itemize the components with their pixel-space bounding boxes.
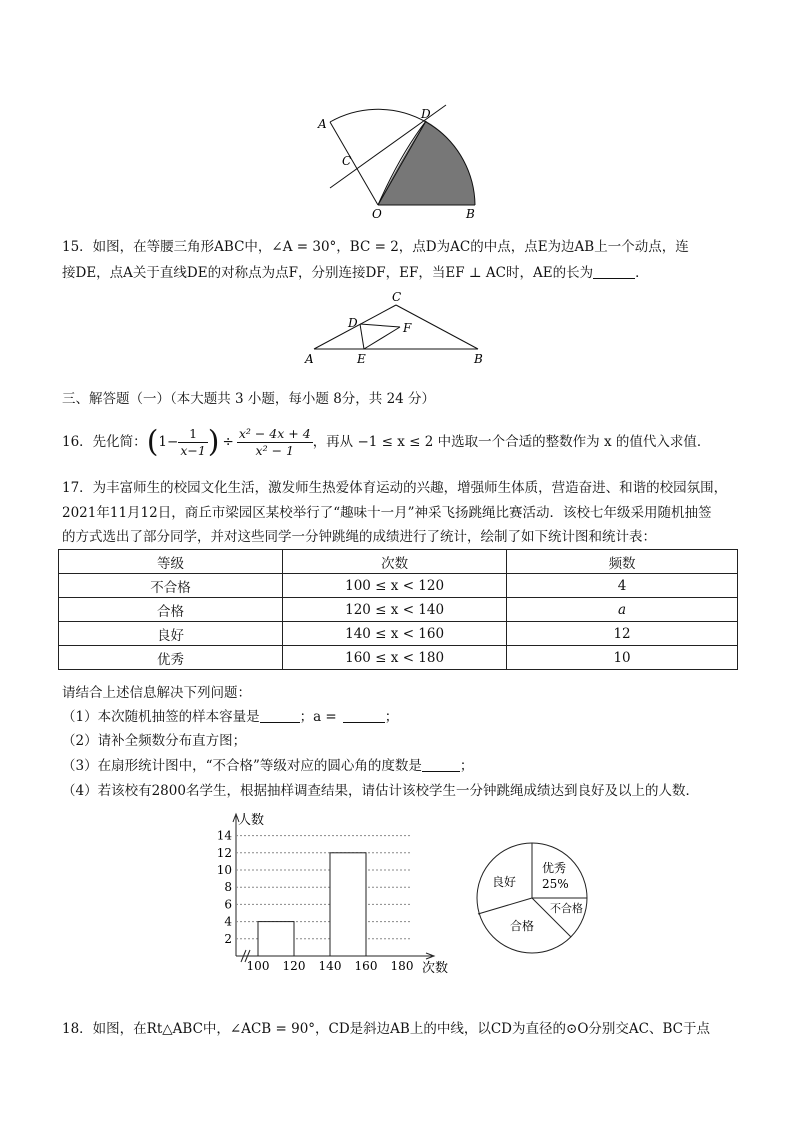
pie-label-pass: 合格 [510, 919, 535, 933]
sub3-end: ； [459, 758, 474, 774]
sample-size-blank[interactable] [260, 708, 300, 723]
sub1-text: （1）本次随机抽签的样本容量是 [62, 709, 260, 725]
fraction-1-denominator: x−1 [180, 443, 206, 458]
q17-line2: 2021年11月12日，商丘市梁园区某校举行了“趣味十一月”神采飞扬跳绳比赛活动．该校七年级采用随机抽签 [62, 505, 712, 521]
label-D: D [348, 316, 358, 330]
label-F: F [403, 321, 412, 335]
x-tick-label: 140 [318, 959, 342, 973]
table-cell: 160 ≤ x < 180 [283, 646, 507, 670]
q16-one-minus: 1− [158, 434, 179, 450]
table-cell: 10 [507, 646, 738, 670]
sub1-a-equals: ；a = [299, 709, 337, 725]
divide-sign: ÷ [222, 434, 234, 450]
figure-triangle [300, 290, 500, 370]
q17-line1: 17．为丰富师生的校园文化生活，激发师生热爱体育运动的兴趣，增强师生体质，营造奋进、和谐的校园氛围， [62, 480, 728, 496]
label-B: B [466, 207, 475, 221]
y-tick-label: 2 [224, 931, 232, 946]
pie-value-excellent: 25% [542, 877, 569, 891]
table-header: 等级 [59, 550, 283, 574]
y-tick-label: 14 [216, 828, 232, 843]
pie-label-fail: 不合格 [550, 902, 583, 915]
x-tick-label: 120 [282, 959, 306, 973]
y-axis-label: 人数 [238, 813, 265, 828]
table-cell: 不合格 [59, 574, 283, 598]
label-O: O [372, 207, 382, 221]
radius-OA [330, 122, 378, 205]
pie-label-excellent: 优秀 [542, 861, 567, 875]
q16-prefix: 16．先化简： [62, 434, 147, 450]
q17-intro: 请结合上述信息解决下列问题： [62, 685, 251, 701]
segment-EF [364, 327, 400, 349]
x-tick-label: 180 [390, 959, 414, 973]
label-D: D [421, 107, 431, 121]
table-header: 频数 [507, 550, 738, 574]
paren-close: ) [207, 424, 220, 460]
figure-sector [300, 100, 490, 222]
table-cell: 4 [507, 574, 738, 598]
histogram-chart [200, 808, 460, 980]
x-tick-label: 160 [354, 959, 378, 973]
y-tick-label: 6 [224, 897, 232, 912]
pie-chart [472, 838, 592, 958]
fraction-1 [178, 426, 207, 459]
q16-suffix: ，再从 −1 ≤ x ≤ 2 中选取一个合适的整数作为 x 的值代入求值． [312, 434, 711, 450]
table-cell: 优秀 [59, 646, 283, 670]
table-header-row [59, 550, 738, 574]
y-tick-label: 12 [216, 845, 232, 860]
sub1-end: ； [384, 709, 399, 725]
histogram-bar [330, 853, 366, 956]
table-row [59, 574, 738, 598]
label-C: C [342, 154, 352, 168]
y-tick-label: 10 [216, 863, 232, 877]
q17-line3: 的方式选出了部分同学，并对这些同学一分钟跳绳的成绩进行了统计，绘制了如下统计图和统计表： [62, 529, 656, 545]
table-cell: 12 [507, 622, 738, 646]
paren-open: ( [146, 424, 159, 460]
fraction-2-numerator: x² − 4x + 4 [238, 426, 311, 441]
q15-line2-end: ． [635, 265, 649, 281]
label-C: C [392, 290, 402, 304]
fraction-1-numerator: 1 [178, 426, 207, 443]
fraction-2-denominator: x² − 1 [255, 443, 294, 458]
q17-sub4: （4）若该校有2800名学生，根据抽样调查结果，请估计该校学生一分钟跳绳成绩达到良好及以上的人数． [62, 783, 699, 799]
q16-line [62, 422, 710, 462]
q17-sub2: （2）请补全频数分布直方图； [62, 733, 247, 749]
q15-answer-blank[interactable] [593, 264, 635, 279]
shaded-region [378, 121, 475, 205]
label-A: A [318, 117, 327, 131]
angle-blank[interactable] [422, 757, 460, 772]
fraction-2 [237, 426, 313, 459]
table-cell: 140 ≤ x < 160 [283, 622, 507, 646]
label-A: A [305, 352, 314, 366]
table-cell: 良好 [59, 622, 283, 646]
y-tick-label: 4 [224, 914, 232, 929]
histogram-bar [258, 922, 294, 956]
table-header: 次数 [283, 550, 507, 574]
segment-DE [360, 324, 364, 349]
segment-DF [360, 324, 400, 327]
table-cell: a [507, 598, 738, 622]
table-cell: 120 ≤ x < 140 [283, 598, 507, 622]
sub3-text: （3）在扇形统计图中，“不合格”等级对应的圆心角的度数是 [62, 758, 422, 774]
table-row [59, 646, 738, 670]
q18-line1: 18．如图，在Rt△ABC中，∠ACB = 90°，CD是斜边AB上的中线，以CD为直径的⊙O分别交AC、BC于点 [62, 1021, 710, 1037]
table-row [59, 622, 738, 646]
q15-line1: 15．如图，在等腰三角形ABC中，∠A = 30°，BC = 2，点D为AC的中点，点E为边AB上一个动点，连 [62, 239, 689, 255]
q15-line2 [62, 263, 649, 283]
a-value-blank[interactable] [343, 708, 385, 723]
x-tick-label: 100 [246, 959, 270, 973]
q17-sub3 [62, 756, 473, 776]
table-row [59, 598, 738, 622]
stat-table [58, 549, 738, 670]
pie-label-good: 良好 [492, 875, 517, 889]
label-B: B [474, 352, 483, 366]
label-E: E [357, 352, 366, 366]
section-heading: 三、解答题（一）（本大题共 3 小题，每小题 8分，共 24 分） [62, 391, 436, 407]
y-tick-label: 8 [224, 880, 232, 895]
table-cell: 合格 [59, 598, 283, 622]
table-cell: 100 ≤ x < 120 [283, 574, 507, 598]
x-axis-label: 次数 [422, 961, 449, 976]
q17-sub1 [62, 707, 398, 727]
q15-line2-text: 接DE，点A关于直线DE的对称点为点F，分别连接DF，EF，当EF ⊥ AC时，AE的长为 [62, 265, 594, 281]
